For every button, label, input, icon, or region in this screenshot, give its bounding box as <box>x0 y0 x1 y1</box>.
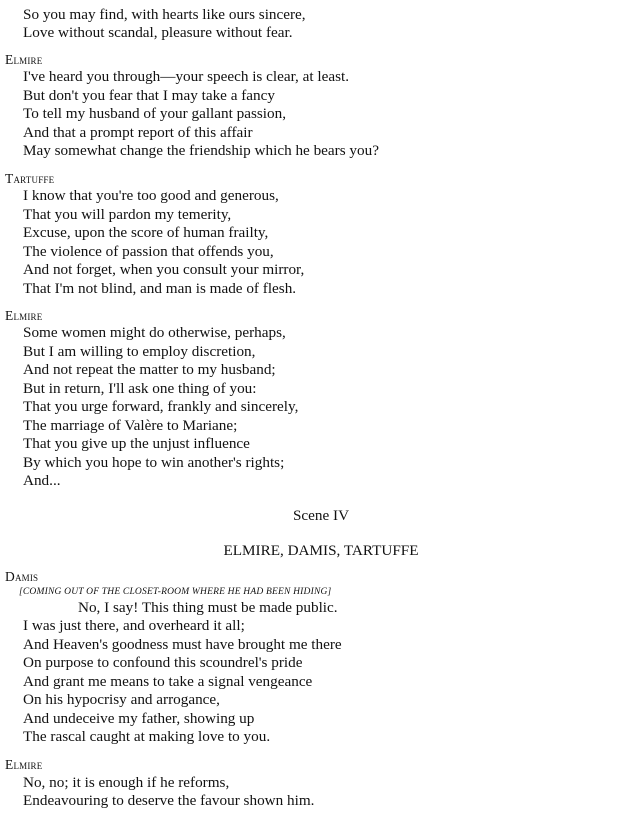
verse-line: On his hypocrisy and arrogance, <box>23 691 220 708</box>
verse-line: I've heard you through—your speech is clear, at least. <box>23 68 350 85</box>
verse-line: But don't you fear that I may take a fancy <box>23 87 275 104</box>
speaker-name: Damis <box>5 569 39 584</box>
verse-line: And not forget, when you consult your mirror, <box>23 261 305 278</box>
verse-line: That you urge forward, frankly and sincerely, <box>23 398 299 415</box>
stage-direction: [COMING OUT OF THE CLOSET-ROOM WHERE HE HAD BEEN HIDING] <box>19 587 332 597</box>
speaker-name: Elmire <box>5 308 43 323</box>
verse-line: No, no; it is enough if he reforms, <box>23 774 230 791</box>
verse-line: And that a prompt report of this affair <box>23 124 253 141</box>
verse-line: And not repeat the matter to my husband; <box>23 361 276 378</box>
speaker-name: Tartuffe <box>5 171 55 186</box>
verse-line: I was just there, and overheard it all; <box>23 617 245 634</box>
scene-characters: ELMIRE, DAMIS, TARTUFFE <box>223 542 419 559</box>
verse-line: And Heaven's goodness must have brought me there <box>23 636 342 653</box>
scene-title: Scene IV <box>292 507 350 524</box>
verse-line: May somewhat change the friendship which he bears you? <box>23 142 379 159</box>
verse-line: That I'm not blind, and man is made of flesh. <box>23 280 297 297</box>
verse-line: The violence of passion that offends you, <box>23 243 274 260</box>
verse-line: That you give up the unjust influence <box>23 435 250 452</box>
verse-line: So you may find, with hearts like ours sincere, <box>23 6 306 23</box>
speaker-name: Elmire <box>5 52 43 67</box>
verse-line: And... <box>23 472 61 489</box>
verse-line: Love without scandal, pleasure without fear. <box>23 24 293 41</box>
verse-line: And undeceive my father, showing up <box>23 710 255 727</box>
verse-line: Excuse, upon the score of human frailty, <box>23 224 269 241</box>
verse-line: No, I say! This thing must be made public. <box>78 599 338 616</box>
verse-line: Endeavouring to deserve the favour shown him. <box>23 792 315 809</box>
verse-line: But I am willing to employ discretion, <box>23 343 256 360</box>
verse-line: On purpose to confound this scoundrel's pride <box>23 654 303 671</box>
verse-line: Some women might do otherwise, perhaps, <box>23 324 286 341</box>
verse-line: The marriage of Valère to Mariane; <box>23 417 238 434</box>
verse-line: And grant me means to take a signal vengeance <box>23 673 313 690</box>
verse-line: To tell my husband of your gallant passion, <box>23 105 286 122</box>
speaker-name: Elmire <box>5 757 43 772</box>
verse-line: The rascal caught at making love to you. <box>23 728 271 745</box>
verse-line: I know that you're too good and generous, <box>23 187 279 204</box>
verse-line: But in return, I'll ask one thing of you: <box>23 380 257 397</box>
verse-line: That you will pardon my temerity, <box>23 206 232 223</box>
verse-line: By which you hope to win another's rights; <box>23 454 285 471</box>
